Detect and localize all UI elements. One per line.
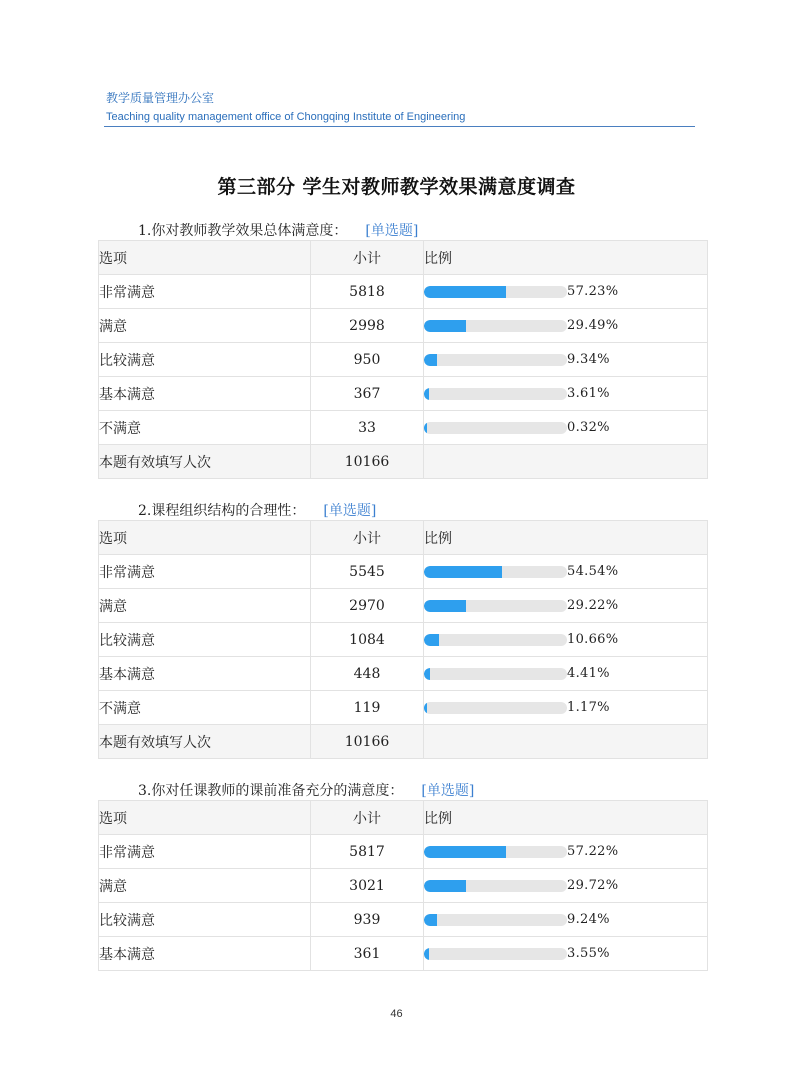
ratio-bar-fill — [424, 286, 506, 298]
ratio-bar-track — [424, 914, 567, 926]
ratio-bar-group — [424, 420, 707, 435]
ratio-bar-track — [424, 286, 567, 298]
option-count: 33 — [311, 411, 424, 445]
option-label: 满意 — [99, 869, 311, 903]
ratio-bar-fill — [424, 388, 429, 400]
option-count: 939 — [311, 903, 424, 937]
option-ratio — [424, 657, 708, 691]
ratio-bar-track — [424, 634, 567, 646]
table-row — [99, 411, 708, 445]
option-ratio — [424, 623, 708, 657]
column-header-ratio: 比例 — [424, 521, 708, 555]
column-header-option: 选项 — [99, 801, 311, 835]
question-text: 3.你对任课教师的课前准备充分的满意度： — [138, 783, 404, 799]
results-table — [98, 240, 708, 479]
table-header-row — [99, 521, 708, 555]
column-header-ratio: 比例 — [424, 801, 708, 835]
ratio-percent: 54.54% — [567, 564, 619, 579]
question-text: 1.你对教师教学效果总体满意度： — [138, 223, 348, 239]
ratio-bar-group — [424, 318, 707, 333]
ratio-percent: 4.41% — [567, 666, 610, 681]
table-row — [99, 903, 708, 937]
ratio-percent: 3.61% — [567, 386, 610, 401]
option-count: 3021 — [311, 869, 424, 903]
option-ratio — [424, 377, 708, 411]
ratio-percent: 0.32% — [567, 420, 610, 435]
ratio-bar-fill — [424, 320, 466, 332]
ratio-bar-track — [424, 600, 567, 612]
ratio-percent: 9.34% — [567, 352, 610, 367]
option-label: 不满意 — [99, 691, 311, 725]
ratio-bar-group — [424, 352, 707, 367]
option-count: 119 — [311, 691, 424, 725]
header-divider — [104, 126, 695, 127]
table-row — [99, 377, 708, 411]
ratio-percent: 1.17% — [567, 700, 610, 715]
total-empty-cell — [424, 445, 708, 479]
ratio-bar-group — [424, 946, 707, 961]
ratio-bar-fill — [424, 668, 430, 680]
table-row — [99, 937, 708, 971]
option-label: 比较满意 — [99, 343, 311, 377]
ratio-percent: 29.49% — [567, 318, 619, 333]
total-count: 10166 — [311, 725, 424, 759]
section-title: 第三部分 学生对教师教学效果满意度调查 — [217, 176, 576, 198]
ratio-bar-fill — [424, 948, 429, 960]
ratio-bar-group — [424, 844, 707, 859]
option-label: 基本满意 — [99, 657, 311, 691]
total-label: 本题有效填写人次 — [99, 445, 311, 479]
ratio-bar-fill — [424, 914, 437, 926]
ratio-percent: 57.23% — [567, 284, 619, 299]
ratio-bar-group — [424, 878, 707, 893]
table-total-row — [99, 725, 708, 759]
ratio-bar-track — [424, 422, 567, 434]
ratio-bar-fill — [424, 846, 506, 858]
table-row — [99, 869, 708, 903]
ratio-bar-fill — [424, 600, 466, 612]
ratio-bar-track — [424, 702, 567, 714]
ratio-bar-group — [424, 386, 707, 401]
option-label: 非常满意 — [99, 275, 311, 309]
question-title — [138, 782, 474, 800]
option-count: 5817 — [311, 835, 424, 869]
ratio-bar-fill — [424, 702, 427, 714]
ratio-bar-group — [424, 666, 707, 681]
ratio-bar-group — [424, 598, 707, 613]
option-count: 950 — [311, 343, 424, 377]
ratio-bar-track — [424, 388, 567, 400]
ratio-percent: 29.72% — [567, 878, 619, 893]
results-table — [98, 800, 708, 971]
ratio-bar-fill — [424, 880, 466, 892]
ratio-bar-track — [424, 880, 567, 892]
table-row — [99, 343, 708, 377]
option-label: 非常满意 — [99, 835, 311, 869]
table-row — [99, 657, 708, 691]
option-label: 基本满意 — [99, 937, 311, 971]
ratio-percent: 10.66% — [567, 632, 619, 647]
page-header — [106, 90, 695, 125]
ratio-percent: 3.55% — [567, 946, 610, 961]
option-ratio — [424, 589, 708, 623]
question-title — [138, 502, 376, 520]
table-row — [99, 275, 708, 309]
ratio-bar-fill — [424, 422, 427, 434]
header-office-en: Teaching quality management office of Chongqing Institute of Engineering — [106, 111, 466, 123]
option-label: 比较满意 — [99, 903, 311, 937]
question-type-label: [单选题] — [323, 503, 377, 519]
page-number: 46 — [390, 1008, 403, 1020]
question-type-label: [单选题] — [421, 783, 475, 799]
ratio-percent: 29.22% — [567, 598, 619, 613]
ratio-bar-fill — [424, 634, 439, 646]
option-ratio — [424, 869, 708, 903]
ratio-bar-group — [424, 700, 707, 715]
table-header-row — [99, 241, 708, 275]
ratio-bar-track — [424, 320, 567, 332]
ratio-bar-group — [424, 632, 707, 647]
column-header-count: 小计 — [311, 241, 424, 275]
results-table — [98, 520, 708, 759]
question-title — [138, 222, 418, 240]
option-count: 5545 — [311, 555, 424, 589]
ratio-bar-group — [424, 912, 707, 927]
option-label: 满意 — [99, 589, 311, 623]
option-count: 1084 — [311, 623, 424, 657]
table-row — [99, 555, 708, 589]
option-count: 448 — [311, 657, 424, 691]
ratio-bar-track — [424, 668, 567, 680]
ratio-bar-fill — [424, 566, 502, 578]
column-header-option: 选项 — [99, 521, 311, 555]
ratio-percent: 9.24% — [567, 912, 610, 927]
option-ratio — [424, 903, 708, 937]
ratio-bar-track — [424, 566, 567, 578]
total-count: 10166 — [311, 445, 424, 479]
ratio-bar-track — [424, 846, 567, 858]
table-row — [99, 623, 708, 657]
header-office-cn: 教学质量管理办公室 — [106, 91, 215, 105]
option-label: 不满意 — [99, 411, 311, 445]
ratio-bar-fill — [424, 354, 437, 366]
ratio-percent: 57.22% — [567, 844, 619, 859]
option-count: 367 — [311, 377, 424, 411]
option-ratio — [424, 309, 708, 343]
option-ratio — [424, 343, 708, 377]
option-ratio — [424, 835, 708, 869]
option-label: 满意 — [99, 309, 311, 343]
question-text: 2.课程组织结构的合理性： — [138, 503, 306, 519]
option-label: 比较满意 — [99, 623, 311, 657]
ratio-bar-track — [424, 948, 567, 960]
option-ratio — [424, 691, 708, 725]
option-ratio — [424, 937, 708, 971]
option-label: 基本满意 — [99, 377, 311, 411]
option-label: 非常满意 — [99, 555, 311, 589]
option-ratio — [424, 275, 708, 309]
option-ratio — [424, 411, 708, 445]
question-type-label: [单选题] — [365, 223, 419, 239]
table-row — [99, 691, 708, 725]
table-row — [99, 309, 708, 343]
table-total-row — [99, 445, 708, 479]
column-header-count: 小计 — [311, 801, 424, 835]
option-count: 5818 — [311, 275, 424, 309]
option-ratio — [424, 555, 708, 589]
column-header-option: 选项 — [99, 241, 311, 275]
total-empty-cell — [424, 725, 708, 759]
ratio-bar-track — [424, 354, 567, 366]
option-count: 2970 — [311, 589, 424, 623]
ratio-bar-group — [424, 564, 707, 579]
table-row — [99, 589, 708, 623]
column-header-ratio: 比例 — [424, 241, 708, 275]
table-header-row — [99, 801, 708, 835]
ratio-bar-group — [424, 284, 707, 299]
total-label: 本题有效填写人次 — [99, 725, 311, 759]
option-count: 2998 — [311, 309, 424, 343]
option-count: 361 — [311, 937, 424, 971]
column-header-count: 小计 — [311, 521, 424, 555]
table-row — [99, 835, 708, 869]
